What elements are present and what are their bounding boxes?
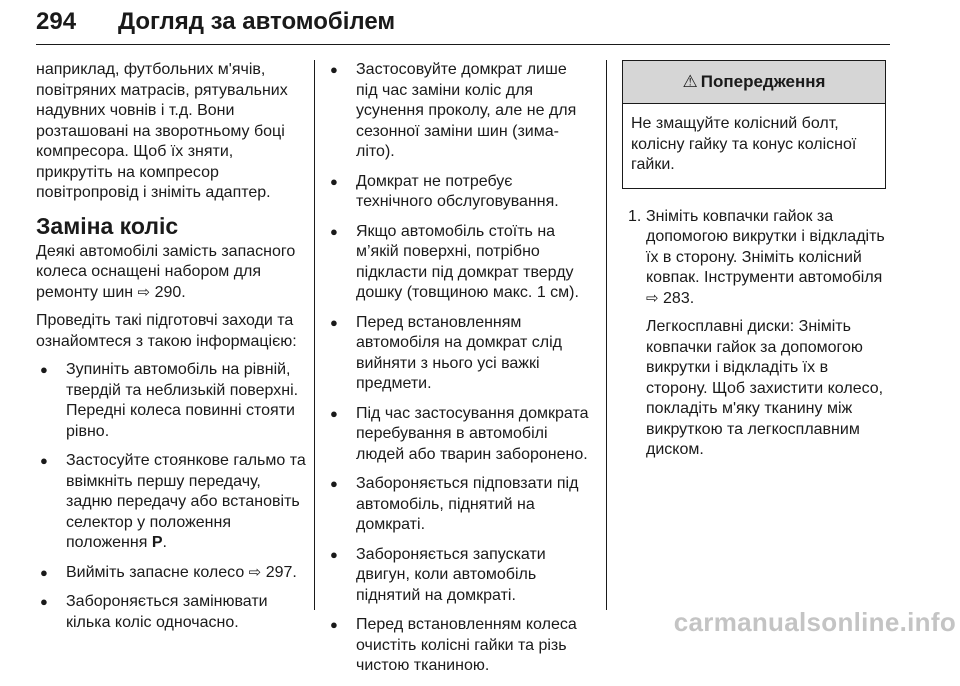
page-ref[interactable]: 290. xyxy=(150,283,186,301)
warning-title: Попередження xyxy=(700,72,826,91)
list-item-end: . xyxy=(162,534,167,551)
page-header xyxy=(36,8,890,45)
page-title: Догляд за автомобілем xyxy=(118,8,396,35)
arrow-icon: ⇨ xyxy=(137,283,151,301)
list-item: ● Домкрат не потребує технічного обслуговування. xyxy=(330,172,592,213)
list-item: ● Якщо автомобіль стоїть на м’якій поверхні, потрібно підкласти під домкрат тверду дошку (товщиною макс. 1 см). xyxy=(330,222,592,304)
list-item-text: Застосуйте стоянкове гальмо та ввімкніть першу передачу, задню передачу або встановіть селектор у положення положення xyxy=(66,452,306,551)
steps-list xyxy=(622,207,888,461)
arrow-icon: ⇨ xyxy=(248,563,262,581)
column-divider xyxy=(314,60,315,610)
arrow-icon: ⇨ xyxy=(646,289,659,307)
page-ref[interactable]: 283. xyxy=(658,289,695,307)
intro-paragraph: наприклад, футбольних м'ячів, повітряних матрасів, рятувальних надувних човнів і т.д. Вони розташовані на зворотньому боці компресора. Щоб їх зняти, прикрутіть на компресор повітропровід і зніміть адаптер. xyxy=(36,61,288,201)
column-right xyxy=(622,60,888,469)
list-item: ● Перед встановленням колеса очистіть колісні гайки та різь чистою тканиною. xyxy=(330,615,592,677)
paragraph-preparation: Проведіть такі підготовчі заходи та ознайомтеся з такою інформацією: xyxy=(36,312,297,350)
step-text-main: Зніміть ковпачки гайок за допомогою викрутки і відкладіть їх в сторону. Зніміть колісний ковпак. Інструменти автомобіля xyxy=(646,207,885,286)
warning-text: Не змащуйте колісний болт, колісну гайку та конус колісної гайки. xyxy=(631,115,857,173)
page-number: 294 xyxy=(36,8,77,35)
section-heading: Заміна коліс xyxy=(36,212,179,239)
gear-position-label: P xyxy=(151,534,163,551)
step-item xyxy=(622,207,888,461)
watermark: carmanualsonline.info xyxy=(673,607,956,637)
list-item: ● Забороняється замінювати кілька коліс одночасно. xyxy=(36,592,306,633)
warning-header xyxy=(623,61,885,104)
warning-icon: ⚠ xyxy=(682,72,698,91)
list-item: ● Перед встановленням автомобіля на домкрат слід вийняти з нього усі важкі предмети. xyxy=(330,313,592,395)
column-middle xyxy=(330,60,592,686)
paragraph-repair-kit xyxy=(36,242,306,304)
list-item: ● Забороняється запускати двигун, коли автомобіль піднятий на домкраті. xyxy=(330,545,592,607)
list-item xyxy=(36,563,306,584)
list-item-text: Вийміть запасне колесо xyxy=(66,563,249,581)
paragraph-text: Деякі автомобілі замість запасного колеса оснащені набором для ремонту шин xyxy=(36,242,296,301)
step-note-alloy: Легкосплавні диски: Зніміть ковпачки гайок за допомогою викрутки і відкладіть їх в сторону. Щоб захистити колесо, покладіть м'яку тканину між викруткою та легкосплавним диском. xyxy=(646,318,884,458)
warning-box xyxy=(622,60,886,189)
column-left xyxy=(36,60,306,642)
list-item xyxy=(36,451,306,554)
list-item: ● Забороняється підповзати під автомобіль, піднятий на домкраті. xyxy=(330,474,592,536)
step-text xyxy=(646,207,888,310)
step-number: 1. xyxy=(628,207,642,225)
page-ref[interactable]: 297. xyxy=(261,563,297,581)
column-divider xyxy=(606,60,607,610)
list-item: ● Під час застосування домкрата перебування в автомобілі людей або тварин заборонено. xyxy=(330,404,592,466)
list-item: ● Застосовуйте домкрат лише під час заміни коліс для усунення проколу, але не для сезонної заміни шин (зима-літо). xyxy=(330,60,592,163)
jack-safety-list xyxy=(330,60,592,677)
list-item: ● Зупиніть автомобіль на рівній, твердій та неблизькій поверхні. Передні колеса повинні стояти рівно. xyxy=(36,360,306,442)
preparation-list xyxy=(36,360,306,633)
